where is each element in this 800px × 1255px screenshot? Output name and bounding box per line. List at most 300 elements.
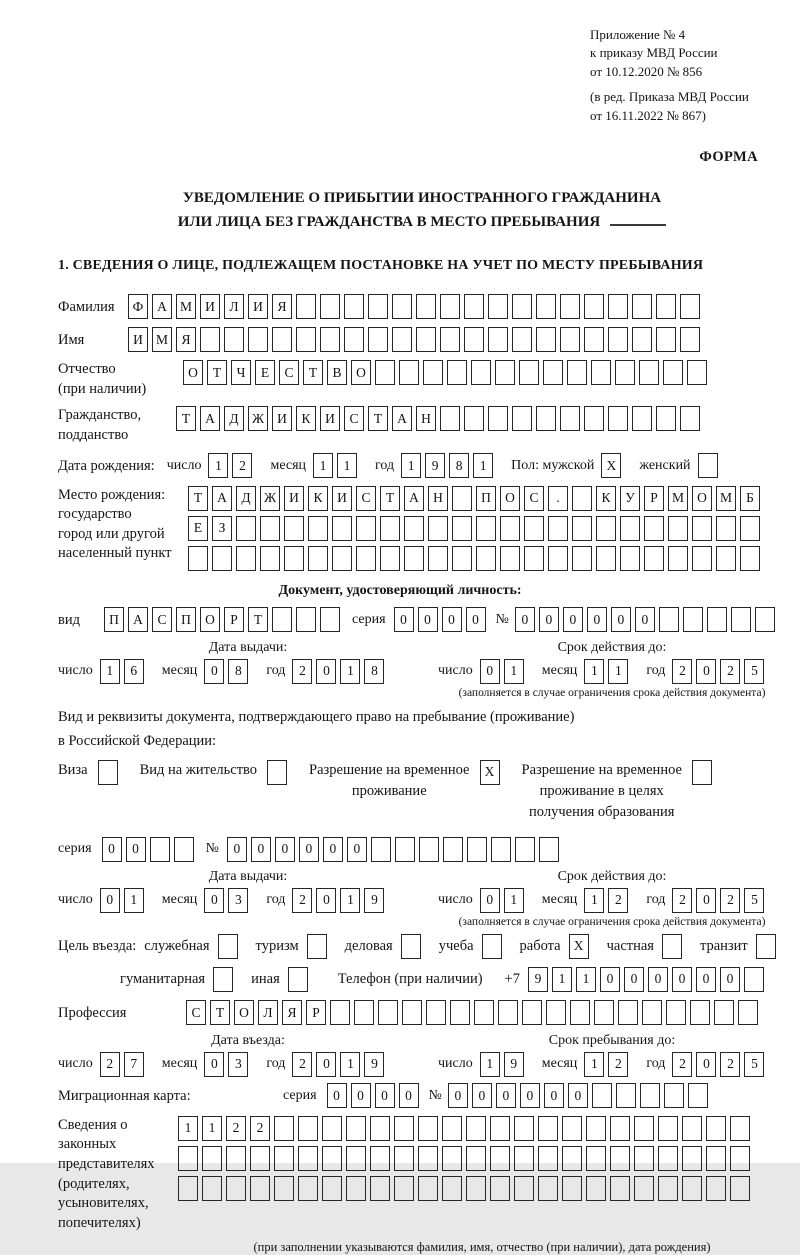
char-cell[interactable]: 9 [364,888,384,913]
char-cell[interactable] [250,1176,270,1201]
char-cell[interactable] [682,1176,702,1201]
char-cell[interactable] [658,1176,678,1201]
char-cell[interactable] [632,406,652,431]
char-cell[interactable]: 1 [340,1052,360,1077]
char-cell[interactable] [500,516,520,541]
char-cell[interactable]: 1 [202,1116,222,1141]
char-cell[interactable]: Ж [248,406,268,431]
entry-day-cells[interactable] [100,1052,148,1077]
char-cell[interactable]: М [152,327,172,352]
char-cell[interactable] [698,453,718,478]
char-cell[interactable] [644,516,664,541]
char-cell[interactable] [536,294,556,319]
char-cell[interactable] [740,516,760,541]
char-cell[interactable]: О [351,360,371,385]
char-cell[interactable]: 0 [442,607,462,632]
char-cell[interactable] [418,1176,438,1201]
char-cell[interactable] [730,1176,750,1201]
char-cell[interactable] [658,1146,678,1171]
char-cell[interactable]: 0 [375,1083,395,1108]
visa-checkbox[interactable] [98,760,122,785]
char-cell[interactable] [320,607,340,632]
char-cell[interactable] [730,1146,750,1171]
char-cell[interactable] [418,1146,438,1171]
name-cells[interactable] [128,327,704,352]
char-cell[interactable]: 2 [720,888,740,913]
char-cell[interactable]: 2 [232,453,252,478]
char-cell[interactable] [488,406,508,431]
doc-expiry-month-cells[interactable] [584,659,632,684]
char-cell[interactable] [584,294,604,319]
birth-place-row3-cells[interactable] [188,546,764,571]
char-cell[interactable]: З [212,516,232,541]
char-cell[interactable] [632,294,652,319]
doc-issue-month-cells[interactable] [204,659,252,684]
char-cell[interactable] [539,837,559,862]
char-cell[interactable] [610,1176,630,1201]
char-cell[interactable]: М [176,294,196,319]
doc-issue-year-cells[interactable] [292,659,388,684]
char-cell[interactable]: 0 [394,607,414,632]
purpose-transit-checkbox[interactable] [756,934,780,959]
char-cell[interactable]: Д [224,406,244,431]
char-cell[interactable] [688,1083,708,1108]
char-cell[interactable]: П [104,607,124,632]
char-cell[interactable]: 0 [126,837,146,862]
char-cell[interactable] [380,546,400,571]
char-cell[interactable]: X [480,760,500,785]
char-cell[interactable] [692,516,712,541]
char-cell[interactable]: Н [416,406,436,431]
char-cell[interactable]: 0 [204,659,224,684]
char-cell[interactable]: Т [210,1000,230,1025]
doc-expiry-year-cells[interactable] [672,659,768,684]
char-cell[interactable] [644,546,664,571]
char-cell[interactable]: 2 [672,659,692,684]
char-cell[interactable] [682,1116,702,1141]
rvp-issue-year-cells[interactable] [292,888,388,913]
char-cell[interactable]: 1 [313,453,333,478]
char-cell[interactable]: 5 [744,888,764,913]
char-cell[interactable] [202,1146,222,1171]
char-cell[interactable] [680,294,700,319]
char-cell[interactable] [538,1146,558,1171]
doc-issue-day-cells[interactable] [100,659,148,684]
char-cell[interactable] [450,1000,470,1025]
char-cell[interactable]: 8 [228,659,248,684]
char-cell[interactable]: 0 [102,837,122,862]
char-cell[interactable]: Л [258,1000,278,1025]
char-cell[interactable]: 0 [227,837,247,862]
char-cell[interactable] [464,406,484,431]
char-cell[interactable] [572,546,592,571]
char-cell[interactable]: 2 [608,888,628,913]
char-cell[interactable] [288,967,308,992]
char-cell[interactable]: О [234,1000,254,1025]
char-cell[interactable] [570,1000,590,1025]
char-cell[interactable]: 1 [584,659,604,684]
char-cell[interactable] [200,327,220,352]
char-cell[interactable] [586,1176,606,1201]
char-cell[interactable] [548,546,568,571]
char-cell[interactable] [320,294,340,319]
char-cell[interactable]: 0 [480,659,500,684]
purpose-work-checkbox[interactable] [569,934,593,959]
char-cell[interactable]: 2 [720,659,740,684]
char-cell[interactable] [236,516,256,541]
mc-series-cells[interactable] [327,1083,423,1108]
birth-day-cells[interactable] [208,453,256,478]
char-cell[interactable] [618,1000,638,1025]
char-cell[interactable]: 9 [528,967,548,992]
char-cell[interactable]: 0 [418,607,438,632]
char-cell[interactable] [512,294,532,319]
char-cell[interactable] [680,406,700,431]
char-cell[interactable] [202,1176,222,1201]
char-cell[interactable] [482,934,502,959]
char-cell[interactable] [663,360,683,385]
citizenship-cells[interactable] [176,406,704,431]
char-cell[interactable] [514,1146,534,1171]
char-cell[interactable] [476,546,496,571]
char-cell[interactable] [464,327,484,352]
char-cell[interactable]: 1 [504,888,524,913]
rvp-series-cells[interactable] [102,837,198,862]
char-cell[interactable] [428,546,448,571]
char-cell[interactable]: М [716,486,736,511]
char-cell[interactable] [368,294,388,319]
char-cell[interactable]: Я [282,1000,302,1025]
char-cell[interactable]: 1 [473,453,493,478]
birth-month-cells[interactable] [313,453,361,478]
char-cell[interactable]: И [320,406,340,431]
char-cell[interactable] [656,327,676,352]
rvp-expiry-month-cells[interactable] [584,888,632,913]
char-cell[interactable] [284,546,304,571]
char-cell[interactable] [440,327,460,352]
char-cell[interactable] [692,546,712,571]
char-cell[interactable] [682,1146,702,1171]
char-cell[interactable]: 0 [351,1083,371,1108]
rvp-number-cells[interactable] [227,837,563,862]
char-cell[interactable] [524,546,544,571]
char-cell[interactable] [404,516,424,541]
char-cell[interactable]: 0 [611,607,631,632]
char-cell[interactable]: И [128,327,148,352]
char-cell[interactable]: X [569,934,589,959]
char-cell[interactable] [634,1176,654,1201]
char-cell[interactable]: Т [176,406,196,431]
temp-residence-edu-option[interactable] [522,760,716,823]
char-cell[interactable]: 8 [449,453,469,478]
char-cell[interactable] [471,360,491,385]
representatives-row1-cells[interactable] [178,1116,754,1141]
char-cell[interactable] [188,546,208,571]
char-cell[interactable] [692,760,712,785]
char-cell[interactable] [634,1146,654,1171]
char-cell[interactable]: 2 [672,1052,692,1077]
char-cell[interactable] [394,1146,414,1171]
char-cell[interactable]: 2 [250,1116,270,1141]
char-cell[interactable]: 2 [672,888,692,913]
char-cell[interactable] [375,360,395,385]
char-cell[interactable] [642,1000,662,1025]
rvp-expiry-day-cells[interactable] [480,888,528,913]
char-cell[interactable] [356,516,376,541]
char-cell[interactable] [368,327,388,352]
char-cell[interactable]: 0 [316,659,336,684]
char-cell[interactable]: 0 [563,607,583,632]
char-cell[interactable]: А [128,607,148,632]
char-cell[interactable] [392,327,412,352]
char-cell[interactable]: 0 [316,1052,336,1077]
char-cell[interactable] [680,327,700,352]
char-cell[interactable] [307,934,327,959]
char-cell[interactable] [394,1116,414,1141]
char-cell[interactable] [683,607,703,632]
char-cell[interactable]: А [200,406,220,431]
char-cell[interactable]: 1 [124,888,144,913]
char-cell[interactable]: И [248,294,268,319]
char-cell[interactable] [756,934,776,959]
entry-year-cells[interactable] [292,1052,388,1077]
char-cell[interactable] [178,1176,198,1201]
char-cell[interactable] [514,1176,534,1201]
char-cell[interactable] [466,1146,486,1171]
char-cell[interactable] [322,1176,342,1201]
char-cell[interactable] [296,327,316,352]
char-cell[interactable]: Е [188,516,208,541]
char-cell[interactable]: 0 [100,888,120,913]
birth-year-cells[interactable] [401,453,497,478]
char-cell[interactable]: 0 [544,1083,564,1108]
purpose-business-checkbox[interactable] [218,934,242,959]
char-cell[interactable] [224,327,244,352]
patronymic-cells[interactable] [183,360,711,385]
char-cell[interactable]: 0 [672,967,692,992]
char-cell[interactable]: И [272,406,292,431]
char-cell[interactable]: 0 [299,837,319,862]
char-cell[interactable] [562,1146,582,1171]
char-cell[interactable] [452,546,472,571]
char-cell[interactable]: 0 [587,607,607,632]
char-cell[interactable]: 1 [552,967,572,992]
char-cell[interactable] [426,1000,446,1025]
char-cell[interactable] [662,934,682,959]
char-cell[interactable] [298,1146,318,1171]
char-cell[interactable]: П [176,607,196,632]
char-cell[interactable]: 0 [204,1052,224,1077]
char-cell[interactable] [512,406,532,431]
representatives-row2-cells[interactable] [178,1146,754,1171]
char-cell[interactable] [592,1083,612,1108]
char-cell[interactable] [442,1176,462,1201]
char-cell[interactable]: 1 [401,453,421,478]
birth-place-row2-cells[interactable] [188,516,764,541]
char-cell[interactable] [399,360,419,385]
char-cell[interactable]: 1 [208,453,228,478]
char-cell[interactable] [394,1176,414,1201]
char-cell[interactable] [572,516,592,541]
char-cell[interactable]: 0 [472,1083,492,1108]
char-cell[interactable] [538,1176,558,1201]
temp-residence-edu-checkbox[interactable] [692,760,716,785]
char-cell[interactable] [267,760,287,785]
char-cell[interactable] [416,294,436,319]
doc-number-cells[interactable] [515,607,779,632]
char-cell[interactable]: 0 [204,888,224,913]
char-cell[interactable] [716,546,736,571]
char-cell[interactable] [440,406,460,431]
char-cell[interactable] [174,837,194,862]
char-cell[interactable]: У [620,486,640,511]
char-cell[interactable] [284,516,304,541]
char-cell[interactable] [423,360,443,385]
char-cell[interactable] [610,1146,630,1171]
char-cell[interactable]: 9 [425,453,445,478]
char-cell[interactable]: И [200,294,220,319]
char-cell[interactable] [543,360,563,385]
char-cell[interactable] [495,360,515,385]
char-cell[interactable] [296,607,316,632]
char-cell[interactable]: 0 [635,607,655,632]
char-cell[interactable]: 0 [696,967,716,992]
char-cell[interactable] [620,546,640,571]
char-cell[interactable] [332,516,352,541]
char-cell[interactable]: 0 [399,1083,419,1108]
char-cell[interactable]: Т [368,406,388,431]
char-cell[interactable] [346,1116,366,1141]
char-cell[interactable] [584,406,604,431]
char-cell[interactable]: 3 [228,888,248,913]
char-cell[interactable]: О [692,486,712,511]
char-cell[interactable] [500,546,520,571]
char-cell[interactable] [274,1116,294,1141]
char-cell[interactable] [548,516,568,541]
char-cell[interactable]: 2 [292,1052,312,1077]
purpose-humanitarian-checkbox[interactable] [213,967,237,992]
stay-year-cells[interactable] [672,1052,768,1077]
char-cell[interactable]: И [332,486,352,511]
surname-cells[interactable] [128,294,704,319]
char-cell[interactable]: А [212,486,232,511]
char-cell[interactable]: 3 [228,1052,248,1077]
rvp-expiry-year-cells[interactable] [672,888,768,913]
char-cell[interactable] [236,546,256,571]
char-cell[interactable] [608,406,628,431]
char-cell[interactable]: К [308,486,328,511]
char-cell[interactable]: Р [306,1000,326,1025]
char-cell[interactable] [562,1116,582,1141]
char-cell[interactable] [668,516,688,541]
char-cell[interactable] [371,837,391,862]
char-cell[interactable]: 9 [504,1052,524,1077]
char-cell[interactable] [490,1176,510,1201]
char-cell[interactable] [714,1000,734,1025]
residence-permit-option[interactable] [140,760,291,785]
char-cell[interactable]: 1 [504,659,524,684]
char-cell[interactable] [419,837,439,862]
char-cell[interactable] [402,1000,422,1025]
char-cell[interactable] [250,1146,270,1171]
char-cell[interactable] [690,1000,710,1025]
char-cell[interactable]: 0 [275,837,295,862]
char-cell[interactable]: 5 [744,1052,764,1077]
char-cell[interactable] [524,516,544,541]
char-cell[interactable] [467,837,487,862]
char-cell[interactable] [380,516,400,541]
char-cell[interactable] [687,360,707,385]
char-cell[interactable] [452,516,472,541]
purpose-tourism-checkbox[interactable] [307,934,331,959]
char-cell[interactable] [716,516,736,541]
char-cell[interactable]: 0 [568,1083,588,1108]
char-cell[interactable] [332,546,352,571]
char-cell[interactable]: 1 [608,659,628,684]
char-cell[interactable]: 2 [720,1052,740,1077]
temp-residence-checkbox[interactable] [480,760,504,785]
char-cell[interactable]: О [500,486,520,511]
char-cell[interactable] [522,1000,542,1025]
char-cell[interactable] [395,837,415,862]
char-cell[interactable] [491,837,511,862]
char-cell[interactable] [401,934,421,959]
char-cell[interactable] [248,327,268,352]
char-cell[interactable]: 0 [347,837,367,862]
char-cell[interactable]: 2 [292,659,312,684]
char-cell[interactable]: 0 [515,607,535,632]
char-cell[interactable]: 6 [124,659,144,684]
char-cell[interactable] [608,327,628,352]
char-cell[interactable] [668,546,688,571]
temp-residence-option[interactable] [309,760,503,802]
char-cell[interactable] [666,1000,686,1025]
char-cell[interactable]: Я [272,294,292,319]
char-cell[interactable] [634,1116,654,1141]
char-cell[interactable]: С [152,607,172,632]
char-cell[interactable]: 5 [744,659,764,684]
char-cell[interactable]: 0 [466,607,486,632]
char-cell[interactable] [620,516,640,541]
char-cell[interactable]: Т [207,360,227,385]
char-cell[interactable] [392,294,412,319]
char-cell[interactable] [490,1116,510,1141]
char-cell[interactable] [610,1116,630,1141]
profession-cells[interactable] [186,1000,762,1025]
sex-male-checkbox[interactable] [601,453,625,478]
char-cell[interactable] [560,294,580,319]
birth-place-row1-cells[interactable] [188,486,764,511]
char-cell[interactable]: 0 [648,967,668,992]
char-cell[interactable] [274,1146,294,1171]
char-cell[interactable] [562,1176,582,1201]
char-cell[interactable] [640,1083,660,1108]
char-cell[interactable]: М [668,486,688,511]
char-cell[interactable]: С [344,406,364,431]
char-cell[interactable] [731,607,751,632]
char-cell[interactable] [452,486,472,511]
char-cell[interactable] [344,294,364,319]
char-cell[interactable]: Н [428,486,448,511]
char-cell[interactable] [370,1116,390,1141]
char-cell[interactable]: Д [236,486,256,511]
doc-expiry-day-cells[interactable] [480,659,528,684]
char-cell[interactable] [344,327,364,352]
char-cell[interactable] [98,760,118,785]
rvp-issue-day-cells[interactable] [100,888,148,913]
char-cell[interactable]: 0 [480,888,500,913]
char-cell[interactable] [706,1116,726,1141]
